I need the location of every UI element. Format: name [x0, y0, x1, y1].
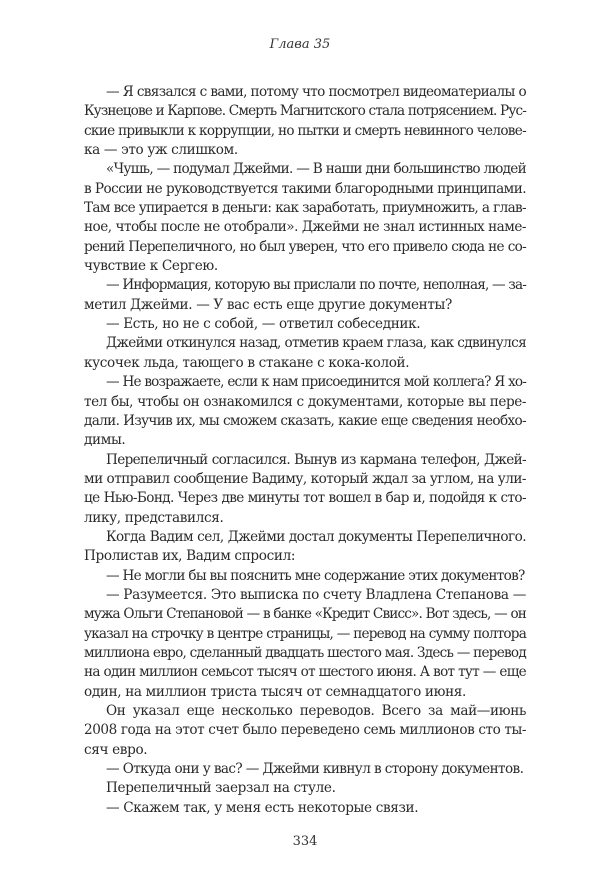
- text-line: рений Перепеличного, но был уверен, что его привело сюда не со-: [84, 238, 526, 255]
- text-line: — Не возражаете, если к нам присоединится мой коллега? Я хо-: [106, 374, 526, 391]
- text-line: в России не руководствуется такими благородными принципами.: [84, 180, 526, 197]
- text-line: — Я связался с вами, потому что посмотрел видеоматериалы о: [106, 84, 526, 100]
- running-header: Глава 35: [269, 37, 331, 52]
- text-line: — Разумеется. Это выписка по счету Владлена Степанова —: [106, 586, 526, 603]
- text-line: Когда Вадим сел, Джейми достал документы Перепеличного.: [106, 528, 526, 545]
- text-line: миллиона евро, сделанный двадцать шестого мая. Здесь — перевод: [84, 644, 526, 661]
- text-line: один, на миллион триста тысяч от семнадцатого июня.: [84, 683, 466, 700]
- text-line: кусочек льда, тающего в стакане с кока-колой.: [84, 354, 410, 371]
- text-line: — Скажем так, у меня есть некоторые связи.: [106, 799, 419, 816]
- text-line: це Нью-Бонд. Через две минуты тот вошел в бар и, подойдя к сто-: [84, 490, 526, 507]
- page-number: 334: [292, 834, 318, 850]
- text-line: ские привыкли к коррупции, но пытки и смерть невинного челове-: [84, 122, 526, 139]
- text-line: ное, чтобы после не отобрали». Джейми не знал истинных наме-: [84, 219, 526, 236]
- text-line: на один миллион семьсот тысяч от шестого июня. А вот тут — еще: [84, 664, 526, 681]
- text-lines: [84, 83, 526, 818]
- text-line: — Есть, но не с собой, — ответил собеседник.: [106, 316, 421, 333]
- text-line: тел бы, чтобы он ознакомился с документами, которые вы пере-: [84, 393, 526, 410]
- text-line: чувствие к Сергею.: [84, 258, 218, 275]
- text-line: 2008 года на этот счет было переведено семь миллионов сто ты-: [84, 722, 526, 739]
- text-line: указал на строчку в центре страницы, — перевод на сумму полтора: [84, 625, 526, 642]
- text-line: Пролистав их, Вадим спросил:: [84, 548, 296, 565]
- text-line: Кузнецове и Карпове. Смерть Магнитского стала потрясением. Рус-: [84, 103, 526, 120]
- text-line: Перепеличный согласился. Вынув из кармана телефон, Джей-: [106, 451, 526, 468]
- text-line: ка — это уж слишком.: [84, 142, 238, 159]
- text-line: Там все упирается в деньги: как заработать, приумножить, а глав-: [84, 200, 526, 217]
- text-line: сяч евро.: [84, 741, 148, 758]
- text-line: димы.: [84, 432, 126, 449]
- text-line: — Не могли бы вы пояснить мне содержание этих документов?: [106, 567, 525, 584]
- text-line: «Чушь, — подумал Джейми. — В наши дни большинство людей: [106, 161, 526, 178]
- text-line: метил Джейми. — У вас есть еще другие документы?: [84, 296, 452, 313]
- text-line: — Информация, которую вы прислали по почте, неполная, — за-: [106, 277, 526, 294]
- text-line: мужа Ольги Степановой — в банке «Кредит Свисс». Вот здесь, — он: [84, 606, 526, 623]
- page-body-text: [84, 83, 526, 850]
- text-line: лику, представился.: [84, 509, 224, 526]
- text-line: Он указал еще несколько переводов. Всего за май—июнь: [106, 703, 526, 719]
- text-line: Перепеличный заерзал на стуле.: [106, 780, 336, 797]
- text-line: дали. Изучив их, мы сможем сказать, какие еще сведения необхо-: [84, 412, 526, 429]
- text-line: ми отправил сообщение Вадиму, который ждал за углом, на ули-: [84, 470, 526, 487]
- text-line: — Откуда они у вас? — Джейми кивнул в сторону документов.: [106, 761, 524, 778]
- text-line: Джейми откинулся назад, отметив краем глаза, как сдвинулся: [106, 335, 526, 352]
